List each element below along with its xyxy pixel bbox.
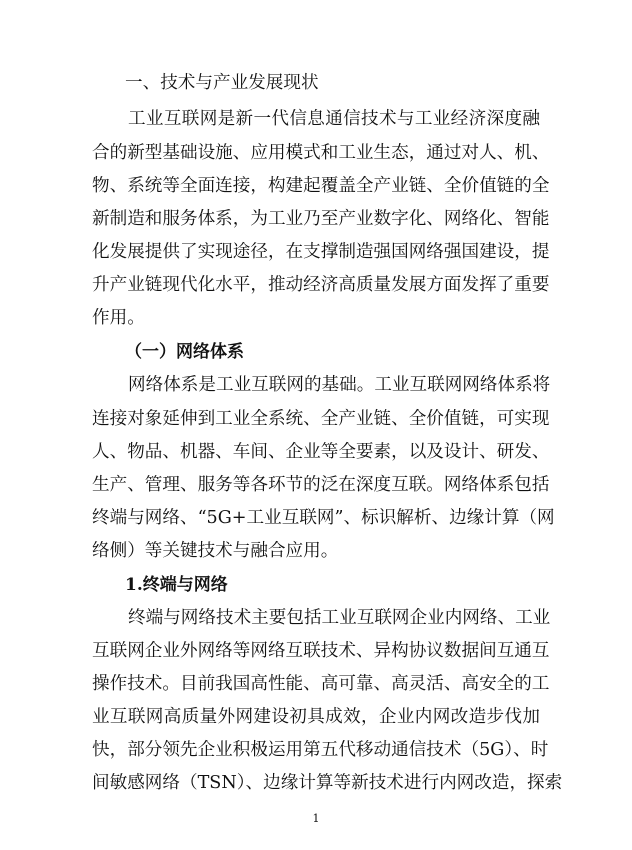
paragraph-line: 终端与网络、“5G+工业互联网”、标识解析、边缘计算（网 bbox=[92, 508, 555, 528]
paragraph-line: 快，部分领先企业积极运用第五代移动通信技术（5G）、时 bbox=[92, 740, 549, 760]
sub-subsection-heading: 1.终端与网络 bbox=[125, 575, 228, 595]
paragraph-line: 间敏感网络（TSN）、边缘计算等新技术进行内网改造，探索 bbox=[92, 773, 563, 793]
paragraph-line: 作用。 bbox=[92, 308, 145, 328]
paragraph-line: 终端与网络技术主要包括工业互联网企业内网络、工业 bbox=[128, 608, 551, 628]
paragraph-line: 生产、管理、服务等各环节的泛在深度互联。网络体系包括 bbox=[92, 475, 550, 495]
paragraph-line: 化发展提供了实现途径，在支撑制造强国网络强国建设，提 bbox=[92, 242, 550, 262]
paragraph-line: 络侧）等关键技术与融合应用。 bbox=[92, 541, 339, 561]
paragraph-line: 网络体系是工业互联网的基础。工业互联网网络体系将 bbox=[128, 375, 551, 395]
paragraph-line: 人、物品、机器、车间、企业等全要素，以及设计、研发、 bbox=[92, 442, 550, 462]
paragraph-line: 工业互联网是新一代信息通信技术与工业经济深度融 bbox=[128, 109, 540, 129]
paragraph-line: 物、系统等全面连接，构建起覆盖全产业链、全价值链的全 bbox=[92, 176, 550, 196]
page-number: 1 bbox=[312, 812, 320, 825]
paragraph-line: 连接对象延伸到工业全系统、全产业链、全价值链，可实现 bbox=[92, 409, 550, 429]
paragraph-line: 操作技术。目前我国高性能、高可靠、高灵活、高安全的工 bbox=[92, 674, 550, 694]
subsection-heading: （一）网络体系 bbox=[125, 342, 244, 362]
paragraph-line: 合的新型基础设施、应用模式和工业生态，通过对人、机、 bbox=[92, 143, 550, 163]
paragraph-line: 业互联网高质量外网建设初具成效，企业内网改造步伐加 bbox=[92, 707, 540, 727]
paragraph-line: 互联网企业外网络等网络互联技术、异构协议数据间互通互 bbox=[92, 641, 550, 661]
section-heading: 一、技术与产业发展现状 bbox=[125, 73, 319, 93]
paragraph-line: 升产业链现代化水平，推动经济高质量发展方面发挥了重要 bbox=[92, 275, 550, 295]
paragraph-line: 新制造和服务体系，为工业乃至产业数字化、网络化、智能 bbox=[92, 209, 550, 229]
